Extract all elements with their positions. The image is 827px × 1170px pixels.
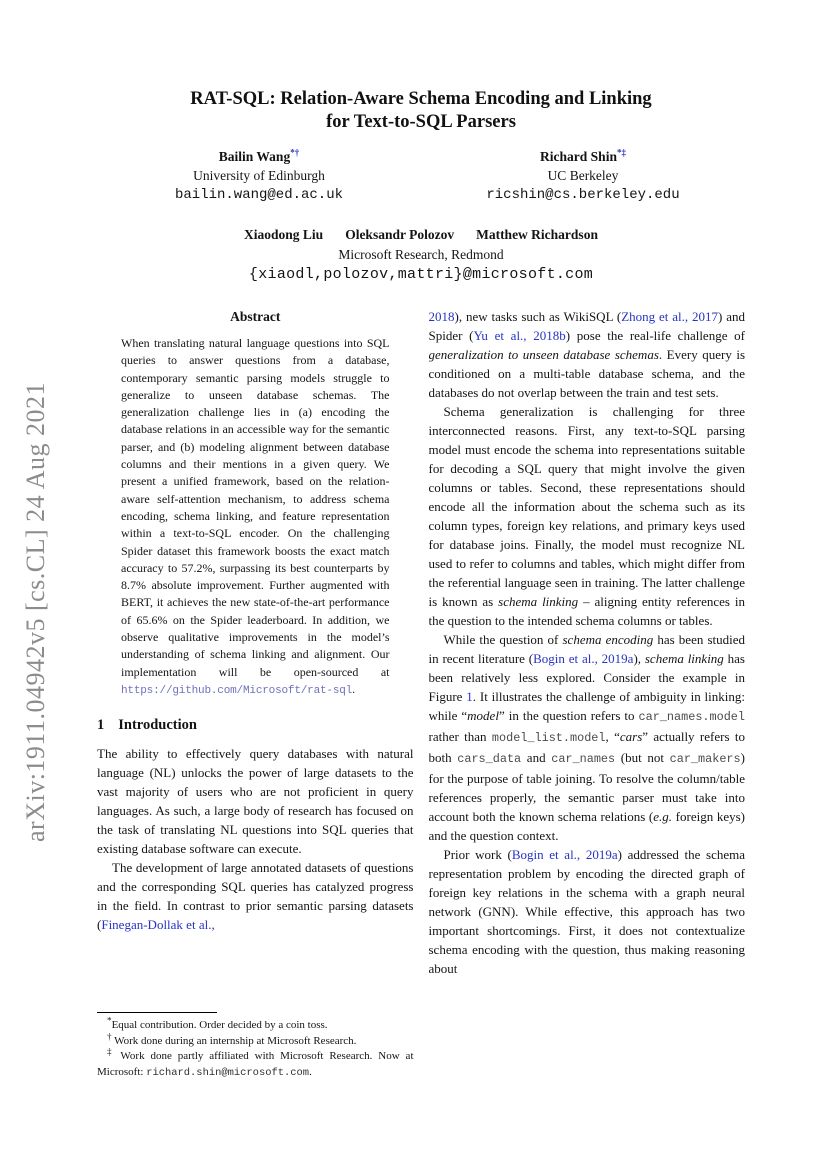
- author-email: bailin.wang@ed.ac.uk: [174, 187, 344, 203]
- citation-link[interactable]: Zhong et al., 2017: [621, 309, 719, 324]
- paragraph: [97, 1015, 414, 1034]
- paragraph: [97, 1046, 414, 1082]
- paragraph: [97, 744, 414, 858]
- text-run: Schema generalization is challenging for three interconnected reasons. First, any text-to-SQL parsing model must encode the schema into representations suitable for decoding a SQL query that might involve the given columns or tables. Second, these representations should encode all the information about the schema such as its column types, foreign key relations, and primary keys used for database joins. Finally, the model must recognize NL used to refer to columns and tables, which might differ from the referential language seen in training. The latter challenge is known as: [428, 404, 745, 609]
- text-run: foreign keys) and the question context.: [428, 809, 745, 843]
- author-block-richard-shin: [421, 149, 745, 203]
- paragraph: [429, 307, 746, 402]
- text-run: .: [352, 681, 356, 696]
- emphasis-text: schema encoding: [562, 632, 654, 647]
- author-name: [421, 149, 745, 165]
- page-content: [97, 0, 745, 1082]
- paper-title-line2: for Text-to-SQL Parsers: [326, 112, 516, 132]
- introduction-text-left: [97, 744, 414, 934]
- author-affiliation: Microsoft Research, Redmond: [338, 247, 504, 262]
- arxiv-stamp: arXiv:1911.04942v5 [cs.CL] 24 Aug 2021: [21, 382, 50, 842]
- citation-link[interactable]: Yu et al., 2018b: [473, 328, 566, 343]
- author-name-text: Bailin Wang: [218, 149, 291, 164]
- author-row-1: [97, 149, 745, 203]
- email-text: richard.shin@microsoft.com: [146, 1067, 310, 1080]
- inline-code: car_names.model: [638, 710, 745, 724]
- text-run: . It illustrates the challenge of ambiguity in linking: while “: [428, 689, 745, 723]
- section-heading-introduction: [97, 717, 414, 734]
- two-column-body: [97, 307, 745, 1082]
- text-run: and: [521, 750, 552, 765]
- abstract-section: [97, 307, 414, 700]
- author-affiliation: UC Berkeley: [547, 168, 619, 183]
- text-run: ” in the question refers to: [498, 708, 639, 723]
- text-run: ) for the purpose of table joining. To resolve the column/table references properly, the semantic parser must take into account both the known schema relations (: [428, 750, 745, 824]
- footnote-mark: ‡: [107, 1046, 115, 1057]
- repo-url-link[interactable]: https://github.com/Microsoft/rat-sql: [121, 684, 353, 697]
- citation-link[interactable]: Finegan-Dollak et al.,: [101, 917, 215, 933]
- abstract-body: [97, 335, 414, 700]
- text-run: Work done during an internship at Microsoft Research.: [111, 1034, 357, 1047]
- footnotes-block: [97, 1006, 414, 1082]
- text-run: ) pose the real-life challenge of: [565, 328, 745, 343]
- author-name-text: Richard Shin: [540, 149, 617, 164]
- text-run: The ability to effectively query databases with natural language (NL) unlocks the power of large datasets to the vast majority of users who are not proficient in query languages. As such, a large body of research has focused on the task of translating NL questions into SQL queries that existing database software can execute.: [97, 746, 414, 857]
- left-column: [97, 307, 414, 1082]
- text-run: ),: [633, 651, 645, 666]
- author-name-text: Xiaodong Liu: [244, 227, 324, 242]
- inline-code: model_list.model: [491, 731, 606, 745]
- paragraph: [429, 845, 746, 978]
- paper-title: [97, 88, 745, 134]
- emphasis-text: generalization to unseen database schemas: [428, 347, 659, 362]
- text-run: has been studied in recent literature (: [428, 632, 745, 666]
- section-number: 1: [97, 717, 105, 734]
- author-footnote-marks: *‡: [616, 147, 626, 158]
- author-names-msr: [97, 226, 745, 244]
- author-block-bailin-wang: [97, 149, 421, 203]
- citation-link[interactable]: 1: [466, 689, 473, 704]
- text-run: Work done partly affiliated with Microsoft Research. Now at Microsoft:: [97, 1050, 414, 1079]
- author-footnote-marks: *†: [290, 147, 300, 158]
- text-run: (but not: [615, 750, 670, 765]
- citation-link[interactable]: Bogin et al., 2019a: [511, 847, 618, 862]
- text-run: ) and Spider (: [428, 309, 745, 343]
- author-row-2: [97, 226, 745, 283]
- author-email: {xiaodl,polozov,mattri}@microsoft.com: [248, 266, 594, 283]
- citation-link[interactable]: Bogin et al., 2019a: [533, 651, 634, 666]
- emphasis-text: schema linking: [644, 651, 724, 666]
- paper-title-line1: RAT-SQL: Relation-Aware Schema Encoding and Linking: [190, 89, 652, 109]
- footnote-mark: *: [107, 1015, 112, 1026]
- emphasis-text: model: [467, 708, 499, 723]
- text-run: rather than: [428, 729, 492, 744]
- text-run: .: [309, 1066, 312, 1079]
- text-run: ), new tasks such as WikiSQL (: [454, 309, 622, 324]
- footnote-text: [97, 1015, 414, 1082]
- text-run: ” actually refers to both: [428, 729, 745, 765]
- footnote-rule: [97, 1012, 217, 1013]
- inline-code: car_names: [551, 752, 616, 766]
- author-name-text: Oleksandr Polozov: [345, 227, 455, 242]
- text-run: . Every query is conditioned on a multi-table database schema, and the databases do not overlap between the train and test sets.: [428, 347, 745, 400]
- text-run: Equal contribution. Order decided by a coin toss.: [111, 1018, 328, 1031]
- text-run: Prior work (: [443, 847, 512, 862]
- text-run: has been relatively less explored. Consider the example in Figure: [428, 651, 745, 704]
- paragraph: [97, 858, 414, 934]
- text-run: While the question of: [443, 632, 563, 647]
- text-run: – aligning entity references in the question to the intended schema columns or tables.: [428, 594, 745, 628]
- author-affiliation: University of Edinburgh: [193, 168, 325, 183]
- citation-link[interactable]: 2018: [428, 309, 455, 324]
- inline-code: cars_data: [457, 752, 522, 766]
- footnote-mark: †: [107, 1030, 112, 1041]
- emphasis-text: schema linking: [498, 594, 579, 609]
- section-title: Introduction: [118, 717, 197, 734]
- author-email: ricshin@cs.berkeley.edu: [486, 187, 680, 203]
- right-column: [429, 307, 746, 1082]
- text-run: When translating natural language questions into SQL queries to answer questions from a database, contemporary semantic parsing models struggle to generalize to unseen database schemas. The generalization challenge lies in (a) encoding the database relations in an accessible way for the semantic parser, and (b) modeling alignment between database columns and their mentions in a given query. We present a unified framework, based on the relation-aware self-attention mechanism, to address schema encoding, schema linking, and feature representation within a text-to-SQL encoder. On the challenging Spider dataset this framework boosts the exact match accuracy to 57.2%, surpassing its best counterparts by 8.7% absolute improvement. Further augmented with BERT, it achieves the new state-of-the-art performance of 65.6% on the Spider leaderboard. In addition, we observe qualitative improvements in the model’s understanding of schema linking and alignment. Our implementation will be open-sourced at: [121, 336, 390, 679]
- abstract-heading: Abstract: [230, 309, 281, 324]
- text-run: , “: [605, 729, 620, 744]
- author-name: [97, 149, 421, 165]
- inline-code: car_makers: [669, 752, 741, 766]
- text-run: The development of large annotated datasets of questions and the corresponding SQL queries has catalyzed progress in the field. In contrast to prior semantic parsing datasets (: [97, 860, 414, 933]
- paragraph: [429, 402, 746, 630]
- emphasis-text: e.g.: [653, 809, 673, 824]
- emphasis-text: cars: [619, 729, 643, 744]
- paragraph: [97, 1030, 414, 1050]
- paragraph: [429, 630, 746, 845]
- paragraph: [121, 335, 390, 700]
- author-name-text: Matthew Richardson: [476, 227, 598, 242]
- text-run: ) addressed the schema representation problem by encoding the directed graph of foreign key relations in the schema with a graph neural network (GNN). While effective, this approach has two important shortcomings. First, it does not contextualize schema encoding with the question, thus making reasoning about: [428, 847, 745, 976]
- introduction-text-right: [429, 307, 746, 978]
